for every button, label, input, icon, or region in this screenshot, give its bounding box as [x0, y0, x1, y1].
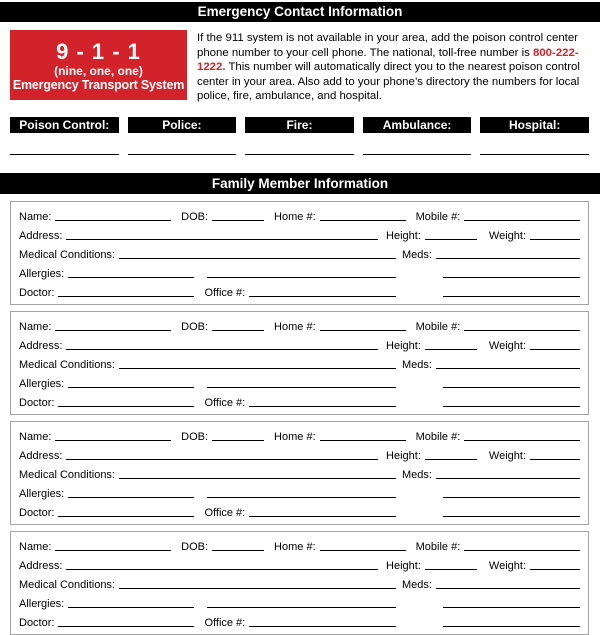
name-label: Name:: [19, 320, 52, 333]
doctor-blank-line[interactable]: [58, 404, 194, 407]
ambulance-blank-line[interactable]: [363, 153, 472, 155]
address-blank-line[interactable]: [66, 567, 378, 570]
name-blank-line[interactable]: [55, 328, 171, 331]
home-phone-blank-line[interactable]: [320, 548, 406, 551]
member-row-name: [19, 315, 580, 334]
meds-label: Meds:: [402, 248, 432, 261]
office-phone-label: Office #:: [204, 616, 246, 629]
dob-label: DOB:: [181, 540, 209, 553]
fire-label: Fire:: [245, 117, 354, 133]
medical-conditions-blank-line[interactable]: [119, 586, 396, 589]
member-row-medical: [19, 243, 580, 262]
meds-blank-line-3[interactable]: [443, 624, 580, 627]
weight-label: Weight:: [488, 559, 526, 572]
family-section-bar: [0, 173, 600, 194]
address-blank-line[interactable]: [66, 347, 378, 350]
medical-conditions-blank-line[interactable]: [119, 476, 396, 479]
home-phone-label: Home #:: [274, 320, 316, 333]
member-row-name: [19, 425, 580, 444]
hospital-label: Hospital:: [480, 117, 589, 133]
mobile-phone-label: Mobile #:: [415, 320, 461, 333]
header-bar: [0, 2, 600, 22]
weight-label: Weight:: [488, 449, 526, 462]
meds-blank-line[interactable]: [436, 586, 580, 589]
mobile-phone-blank-line[interactable]: [464, 328, 580, 331]
height-blank-line[interactable]: [425, 567, 477, 570]
police-blank-line[interactable]: [128, 153, 237, 155]
office-phone-blank-line[interactable]: [249, 294, 396, 297]
address-label: Address:: [19, 449, 63, 462]
allergies-label: Allergies:: [19, 377, 65, 390]
emergency-transport-label: Emergency Transport System: [12, 77, 185, 92]
meds-blank-line-2[interactable]: [443, 605, 580, 608]
medical-conditions-zone: [19, 578, 396, 592]
doctor-blank-line[interactable]: [58, 294, 194, 297]
emergency-contacts-label-row: [10, 117, 589, 133]
mobile-phone-blank-line[interactable]: [464, 548, 580, 551]
hospital-blank-line[interactable]: [480, 153, 589, 155]
member-row-medical: [19, 353, 580, 372]
medical-conditions-zone: [19, 358, 396, 372]
dob-label: DOB:: [181, 210, 209, 223]
meds-blank-line-2[interactable]: [443, 385, 580, 388]
mobile-phone-blank-line[interactable]: [464, 218, 580, 221]
address-blank-line[interactable]: [66, 457, 378, 460]
dob-blank-line[interactable]: [212, 438, 264, 441]
police-label: Police:: [128, 117, 237, 133]
poison-control-label: Poison Control:: [10, 117, 119, 133]
emergency-number: 9 - 1 - 1: [56, 38, 141, 64]
member-row-name: [19, 535, 580, 554]
page-title: Emergency Contact Information: [197, 4, 403, 19]
height-blank-line[interactable]: [425, 457, 477, 460]
meds-label: Meds:: [402, 578, 432, 591]
member-row-doctor: [19, 611, 580, 630]
height-label: Height:: [386, 229, 421, 242]
meds-blank-line-3[interactable]: [443, 294, 580, 297]
member-row-allergies: [19, 262, 580, 281]
doctor-zone: [19, 286, 396, 300]
emergency-contacts-blank-row: [10, 153, 589, 155]
meds-label: Meds:: [402, 468, 432, 481]
doctor-label: Doctor:: [19, 396, 55, 409]
medical-conditions-label: Medical Conditions:: [19, 578, 115, 591]
name-blank-line[interactable]: [55, 218, 171, 221]
office-phone-blank-line[interactable]: [249, 514, 396, 517]
allergies-blank-line[interactable]: [68, 275, 194, 278]
meds-blank-line[interactable]: [436, 476, 580, 479]
weight-blank-line[interactable]: [530, 237, 580, 240]
poison-control-phone-number: 800-222-1222.: [197, 46, 579, 74]
name-blank-line[interactable]: [55, 548, 171, 551]
dob-label: DOB:: [181, 430, 209, 443]
doctor-zone: [19, 396, 396, 410]
emergency-contact-form: [0, 2, 600, 635]
allergies-zone: [19, 487, 396, 501]
allergies-blank-line[interactable]: [68, 385, 194, 388]
allergies-blank-line-2[interactable]: [207, 275, 396, 278]
meds-blank-line[interactable]: [436, 256, 580, 259]
medical-conditions-zone: [19, 468, 396, 482]
name-label: Name:: [19, 430, 52, 443]
meds-blank-line-3[interactable]: [443, 514, 580, 517]
member-row-address: [19, 224, 580, 243]
member-row-address: [19, 444, 580, 463]
office-phone-label: Office #:: [204, 396, 246, 409]
address-label: Address:: [19, 559, 63, 572]
member-row-doctor: [19, 391, 580, 410]
member-row-allergies: [19, 592, 580, 611]
allergies-blank-line[interactable]: [68, 495, 194, 498]
member-row-medical: [19, 463, 580, 482]
member-row-doctor: [19, 281, 580, 300]
doctor-label: Doctor:: [19, 616, 55, 629]
call-911-box: [10, 30, 187, 100]
home-phone-blank-line[interactable]: [320, 218, 406, 221]
weight-blank-line[interactable]: [530, 567, 580, 570]
allergies-zone: [19, 267, 396, 281]
dob-blank-line[interactable]: [212, 328, 264, 331]
poison-control-instructions: [197, 30, 590, 104]
member-row-allergies: [19, 372, 580, 391]
meds-blank-line-2[interactable]: [443, 495, 580, 498]
family-section-title: Family Member Information: [211, 175, 389, 191]
office-phone-blank-line[interactable]: [249, 404, 396, 407]
allergies-blank-line-2[interactable]: [207, 385, 396, 388]
instructions-text-after: This number will automatically direct you to the nearest poison control center in your area. Also add to your phone’s directory the numbers for local police, fire, ambulance, and hospital.: [197, 61, 580, 103]
home-phone-blank-line[interactable]: [320, 328, 406, 331]
doctor-label: Doctor:: [19, 286, 55, 299]
allergies-label: Allergies:: [19, 597, 65, 610]
allergies-zone: [19, 377, 396, 391]
intro-section: [10, 30, 590, 104]
allergies-label: Allergies:: [19, 267, 65, 280]
medical-conditions-blank-line[interactable]: [119, 256, 396, 259]
family-member-block: [10, 201, 589, 305]
fire-blank-line[interactable]: [245, 153, 354, 155]
dob-blank-line[interactable]: [212, 218, 264, 221]
ambulance-label: Ambulance:: [363, 117, 472, 133]
meds-label: Meds:: [402, 358, 432, 371]
weight-blank-line[interactable]: [530, 457, 580, 460]
home-phone-label: Home #:: [274, 540, 316, 553]
member-row-address: [19, 554, 580, 573]
allergies-label: Allergies:: [19, 487, 65, 500]
height-label: Height:: [386, 559, 421, 572]
family-member-block: [10, 531, 589, 635]
allergies-zone: [19, 597, 396, 611]
address-label: Address:: [19, 229, 63, 242]
height-blank-line[interactable]: [425, 347, 477, 350]
office-phone-blank-line[interactable]: [249, 624, 396, 627]
home-phone-blank-line[interactable]: [320, 438, 406, 441]
mobile-phone-blank-line[interactable]: [464, 438, 580, 441]
address-blank-line[interactable]: [66, 237, 378, 240]
poison-control-blank-line[interactable]: [10, 153, 119, 155]
address-label: Address:: [19, 339, 63, 352]
medical-conditions-label: Medical Conditions:: [19, 468, 115, 481]
family-member-block: [10, 311, 589, 415]
dob-blank-line[interactable]: [212, 548, 264, 551]
height-label: Height:: [386, 449, 421, 462]
name-blank-line[interactable]: [55, 438, 171, 441]
home-phone-label: Home #:: [274, 210, 316, 223]
weight-blank-line[interactable]: [530, 347, 580, 350]
family-member-block: [10, 421, 589, 525]
instructions-text-before: If the 911 system is not available in your area, add the poison control center phone number to your cell phone. The national, toll-free number is: [197, 32, 578, 59]
medical-conditions-label: Medical Conditions:: [19, 248, 115, 261]
allergies-blank-line-2[interactable]: [207, 605, 396, 608]
member-row-address: [19, 334, 580, 353]
doctor-label: Doctor:: [19, 506, 55, 519]
family-members-list: [0, 201, 600, 635]
office-phone-label: Office #:: [204, 286, 246, 299]
mobile-phone-label: Mobile #:: [415, 430, 461, 443]
doctor-zone: [19, 506, 396, 520]
meds-blank-line[interactable]: [436, 366, 580, 369]
medical-conditions-zone: [19, 248, 396, 262]
member-row-allergies: [19, 482, 580, 501]
height-blank-line[interactable]: [425, 237, 477, 240]
medical-conditions-blank-line[interactable]: [119, 366, 396, 369]
medical-conditions-label: Medical Conditions:: [19, 358, 115, 371]
meds-blank-line-3[interactable]: [443, 404, 580, 407]
name-label: Name:: [19, 540, 52, 553]
doctor-blank-line[interactable]: [58, 624, 194, 627]
mobile-phone-label: Mobile #:: [415, 210, 461, 223]
home-phone-label: Home #:: [274, 430, 316, 443]
meds-blank-line-2[interactable]: [443, 275, 580, 278]
office-phone-label: Office #:: [204, 506, 246, 519]
emergency-number-phonetic: (nine, one, one): [54, 63, 143, 78]
doctor-blank-line[interactable]: [58, 514, 194, 517]
member-row-doctor: [19, 501, 580, 520]
member-row-medical: [19, 573, 580, 592]
allergies-blank-line-2[interactable]: [207, 495, 396, 498]
dob-label: DOB:: [181, 320, 209, 333]
height-label: Height:: [386, 339, 421, 352]
allergies-blank-line[interactable]: [68, 605, 194, 608]
weight-label: Weight:: [488, 339, 526, 352]
member-row-name: [19, 205, 580, 224]
name-label: Name:: [19, 210, 52, 223]
weight-label: Weight:: [488, 229, 526, 242]
mobile-phone-label: Mobile #:: [415, 540, 461, 553]
